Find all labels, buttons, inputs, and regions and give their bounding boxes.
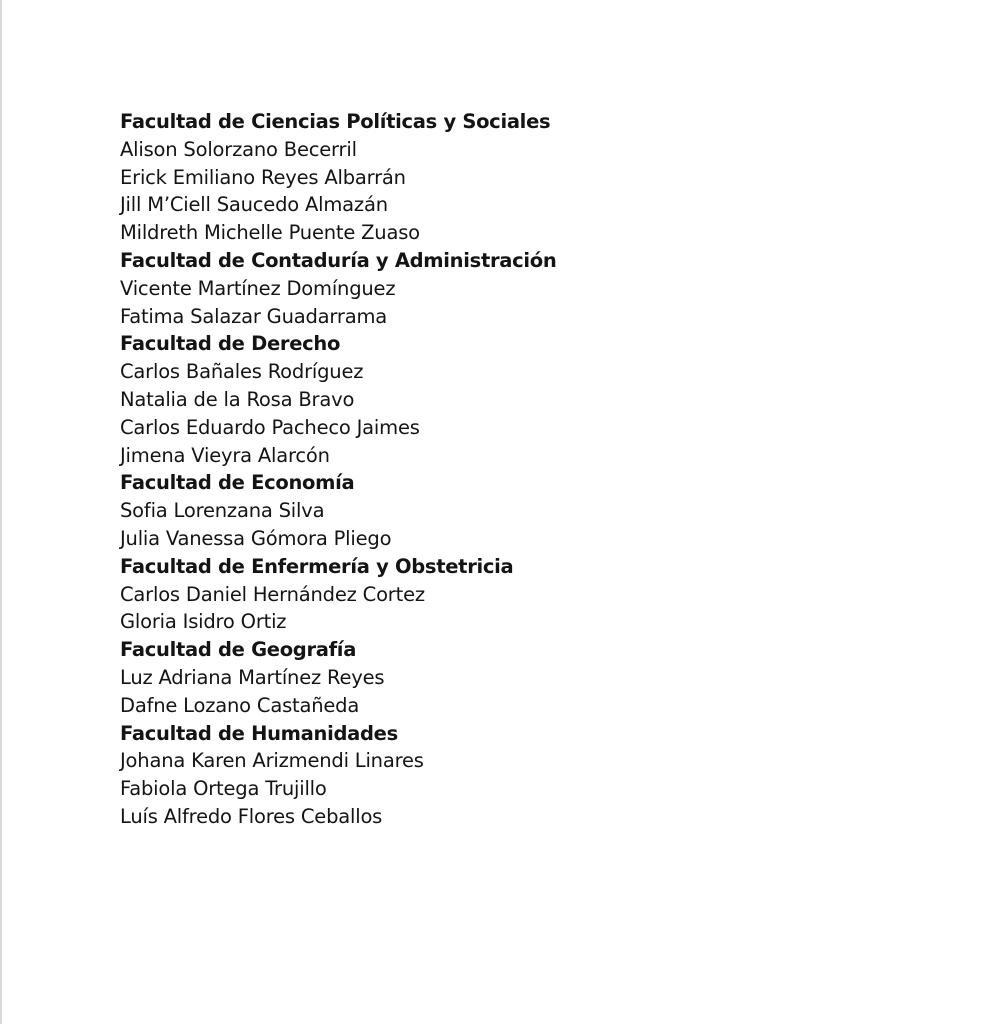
member-name: Carlos Daniel Hernández Cortez <box>120 582 425 606</box>
faculty-section <box>120 636 920 719</box>
member-name: Vicente Martínez Domínguez <box>120 276 396 300</box>
member-name: Fatima Salazar Guadarrama <box>120 304 388 328</box>
member-name: Gloria Isidro Ortiz <box>120 610 287 634</box>
faculty-section <box>120 469 920 552</box>
member-name: Carlos Bañales Rodríguez <box>120 360 364 384</box>
faculty-heading: Facultad de Economía <box>120 471 355 495</box>
faculty-heading: Facultad de Humanidades <box>120 721 398 745</box>
faculty-section <box>120 720 920 831</box>
faculty-list <box>120 108 920 831</box>
faculty-heading: Facultad de Geografía <box>120 638 357 662</box>
member-name: Erick Emiliano Reyes Albarrán <box>120 165 406 189</box>
member-name: Sofia Lorenzana Silva <box>120 499 325 523</box>
faculty-section <box>120 330 920 469</box>
member-name: Luz Adriana Martínez Reyes <box>120 665 385 689</box>
member-name: Fabiola Ortega Trujillo <box>120 777 327 801</box>
member-name: Luís Alfredo Flores Ceballos <box>120 804 383 828</box>
faculty-section <box>120 108 920 247</box>
member-name: Jimena Vieyra Alarcón <box>120 443 330 467</box>
member-name: Jill M’Ciell Saucedo Almazán <box>120 193 388 217</box>
member-name: Johana Karen Arizmendi Linares <box>120 749 424 773</box>
faculty-section <box>120 247 920 330</box>
member-name: Alison Solorzano Becerril <box>120 137 357 161</box>
member-name: Carlos Eduardo Pacheco Jaimes <box>120 415 420 439</box>
member-name: Julia Vanessa Gómora Pliego <box>120 526 392 550</box>
member-name: Natalia de la Rosa Bravo <box>120 387 355 411</box>
member-name: Dafne Lozano Castañeda <box>120 693 360 717</box>
faculty-heading: Facultad de Contaduría y Administración <box>120 248 557 272</box>
faculty-heading: Facultad de Enfermería y Obstetricia <box>120 554 514 578</box>
member-name: Mildreth Michelle Puente Zuaso <box>120 221 420 245</box>
faculty-section <box>120 553 920 636</box>
faculty-heading: Facultad de Derecho <box>120 332 341 356</box>
faculty-heading: Facultad de Ciencias Políticas y Sociales <box>120 110 551 133</box>
